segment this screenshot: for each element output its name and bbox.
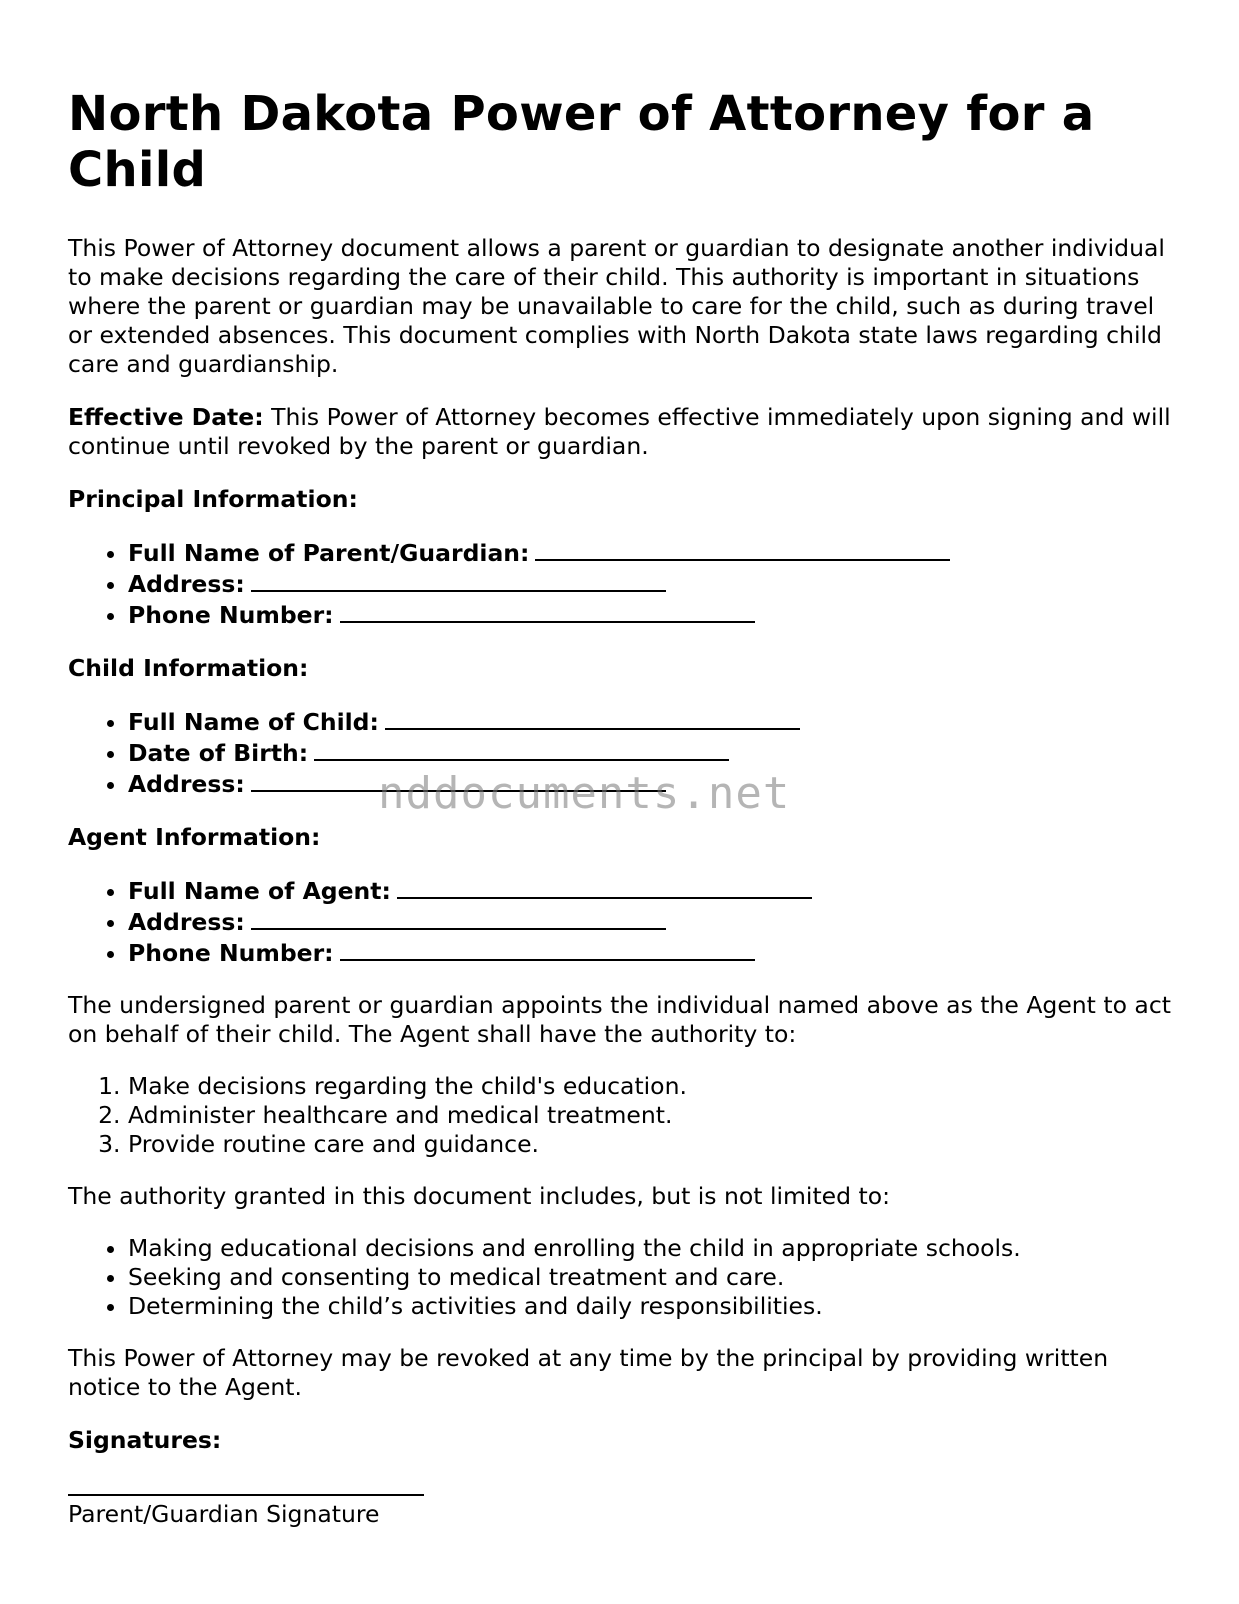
list-item xyxy=(128,737,1178,768)
list-item xyxy=(128,568,1178,599)
list-item: • Making educational decisions and enrolling the child in appropriate schools. xyxy=(128,1234,1178,1263)
field-label-parent-phone: Phone Number: xyxy=(128,601,334,629)
field-label-parent-address: Address: xyxy=(128,570,245,598)
parent-address-blank[interactable] xyxy=(251,568,666,592)
list-item: • Seeking and consenting to medical treatment and care. xyxy=(128,1263,1178,1292)
child-name-blank[interactable] xyxy=(385,706,800,730)
field-label-agent-name: Full Name of Agent: xyxy=(128,877,391,905)
list-item xyxy=(128,875,1178,906)
agent-name-blank[interactable] xyxy=(397,875,812,899)
principal-heading: Principal Information: xyxy=(68,485,358,513)
field-label-parent-name: Full Name of Parent/Guardian: xyxy=(128,539,530,567)
list-item xyxy=(128,906,1178,937)
field-label-child-dob: Date of Birth: xyxy=(128,739,309,767)
list-item xyxy=(128,768,1178,799)
list-item xyxy=(128,706,1178,737)
list-item: • Determining the child’s activities and daily responsibilities. xyxy=(128,1292,1178,1321)
list-item: 3. Provide routine care and guidance. xyxy=(128,1130,1178,1159)
granted-paragraph: The authority granted in this document includes, but is not limited to: xyxy=(68,1182,891,1210)
field-label-child-name: Full Name of Child: xyxy=(128,708,379,736)
parent-signature-label: Parent/Guardian Signature xyxy=(68,1500,380,1528)
revoke-paragraph: This Power of Attorney may be revoked at any time by the principal by providing written notice to the Agent. xyxy=(68,1344,1109,1401)
appoint-paragraph: The undersigned parent or guardian appoints the individual named above as the Agent to act on behalf of their child. The Agent shall have the authority to: xyxy=(68,991,1171,1048)
document-page xyxy=(68,0,1178,1529)
granted-list xyxy=(68,1234,1178,1321)
intro-paragraph: This Power of Attorney document allows a parent or guardian to designate another individual to make decisions regarding the care of their child. This authority is important in situations where the parent or guardian may be unavailable to care for the child, such as during travel or extended absences. This document complies with North Dakota state laws regarding child care and guardianship. xyxy=(68,234,1165,378)
list-item: 1. Make decisions regarding the child's education. xyxy=(128,1072,1178,1101)
list-item xyxy=(128,537,1178,568)
agent-heading: Agent Information: xyxy=(68,823,321,851)
parent-phone-blank[interactable] xyxy=(340,599,755,623)
child-fields xyxy=(68,706,1178,799)
agent-address-blank[interactable] xyxy=(251,906,666,930)
effective-date-label: Effective Date: xyxy=(68,403,264,431)
list-item xyxy=(128,937,1178,968)
parent-signature-line[interactable] xyxy=(68,1494,424,1496)
effective-date-paragraph xyxy=(68,403,1178,461)
child-address-blank[interactable] xyxy=(251,768,666,792)
parent-name-blank[interactable] xyxy=(535,537,950,561)
signatures-heading: Signatures: xyxy=(68,1426,222,1454)
agent-fields xyxy=(68,875,1178,968)
field-label-agent-phone: Phone Number: xyxy=(128,939,334,967)
effective-date-text: This Power of Attorney becomes effective immediately upon signing and will continue until revoked by the parent or guardian. xyxy=(68,403,1171,460)
agent-phone-blank[interactable] xyxy=(340,937,755,961)
principal-fields xyxy=(68,537,1178,630)
list-item xyxy=(128,599,1178,630)
page-title: North Dakota Power of Attorney for a Child xyxy=(68,86,1095,198)
field-label-agent-address: Address: xyxy=(128,908,245,936)
authority-list xyxy=(68,1072,1178,1159)
child-dob-blank[interactable] xyxy=(314,737,729,761)
list-item: 2. Administer healthcare and medical treatment. xyxy=(128,1101,1178,1130)
watermark: nddocuments.net xyxy=(378,768,791,819)
child-heading: Child Information: xyxy=(68,654,309,682)
field-label-child-address: Address: xyxy=(128,770,245,798)
